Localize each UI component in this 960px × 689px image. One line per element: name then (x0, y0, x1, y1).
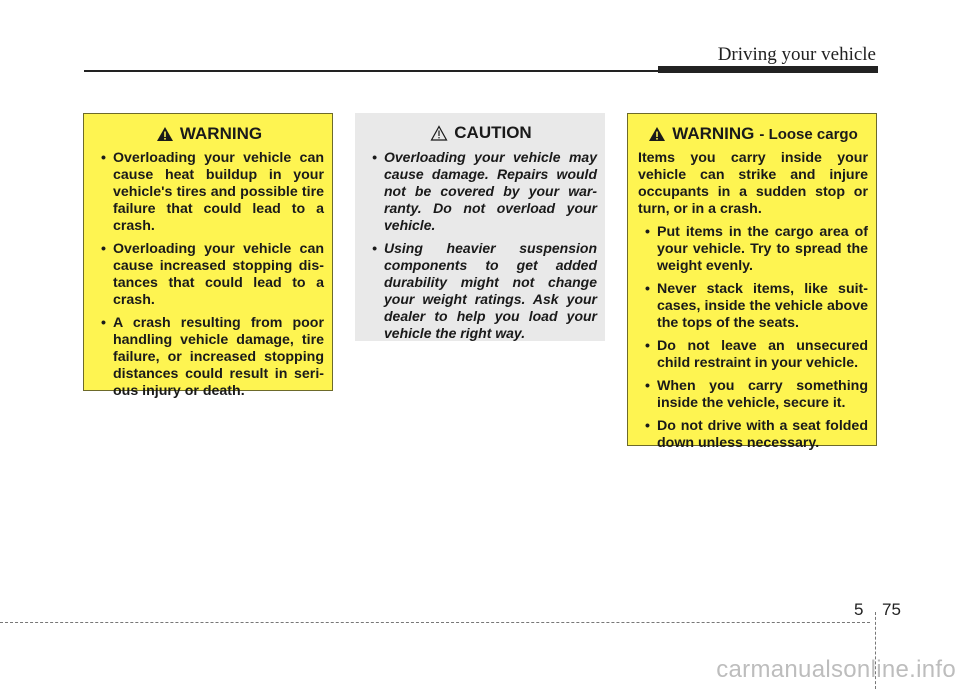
chapter-number: 5 (854, 600, 864, 619)
warning-triangle-icon (156, 126, 174, 142)
list-item: • Put items in the cargo area of your vehicle. Try to spread the weight evenly. (645, 224, 868, 274)
loose-cargo-title: WARNING (672, 124, 755, 143)
warning-list (94, 150, 324, 400)
caution-triangle-icon (430, 125, 448, 141)
loose-cargo-heading (638, 124, 868, 144)
header-rule (84, 70, 658, 72)
loose-cargo-list (638, 224, 868, 452)
list-item: • Overloading your vehicle may cause damage. Repairs would not be covered by your war-ranty. Do not overload your vehicle. (372, 149, 597, 233)
list-item: • Overloading your vehicle can cause increased stopping dis-tances that could lead to a crash. (101, 241, 324, 308)
warning-title: WARNING (179, 124, 263, 143)
page-number: 75 (882, 600, 901, 619)
list-item: • Never stack items, like suit-cases, inside the vehicle above the tops of the seats. (645, 281, 868, 331)
list-item: • Using heavier suspension components to get added durability might not change your weight ratings. Ask your dealer to help you load your vehicle the right way. (372, 240, 597, 341)
warning-heading (94, 124, 324, 144)
caution-overloading-box (355, 113, 605, 341)
warning-triangle-icon (648, 126, 666, 142)
caution-list (365, 149, 597, 342)
list-item: • Overloading your vehicle can cause heat buildup in your vehicle's tires and possible tire failure that could lead to a crash. (101, 150, 324, 234)
list-item: • Do not drive with a seat folded down unless necessary. (645, 418, 868, 451)
warning-overloading-box (83, 113, 333, 399)
loose-cargo-subtitle: - Loose cargo (759, 125, 858, 143)
header-rule-thick (658, 66, 878, 73)
header-title: Driving your vehicle (717, 44, 876, 65)
caution-heading (365, 123, 597, 143)
list-item: • Do not leave an unsecured child restraint in your vehicle. (645, 338, 868, 371)
footer-divider (0, 622, 870, 623)
list-item: • When you carry something inside the vehicle, secure it. (645, 378, 868, 411)
caution-title: CAUTION (454, 123, 532, 142)
warning-loose-cargo-box (627, 113, 877, 451)
loose-cargo-intro: Items you carry inside your vehicle can strike and injure occupants in a sudden stop or turn, or in a crash. (638, 150, 868, 217)
watermark: carmanualsonline.info (716, 656, 956, 683)
list-item: • A crash resulting from poor handling vehicle damage, tire failure, or increased stopping distances could result in seri-ous injury or death. (101, 315, 324, 399)
